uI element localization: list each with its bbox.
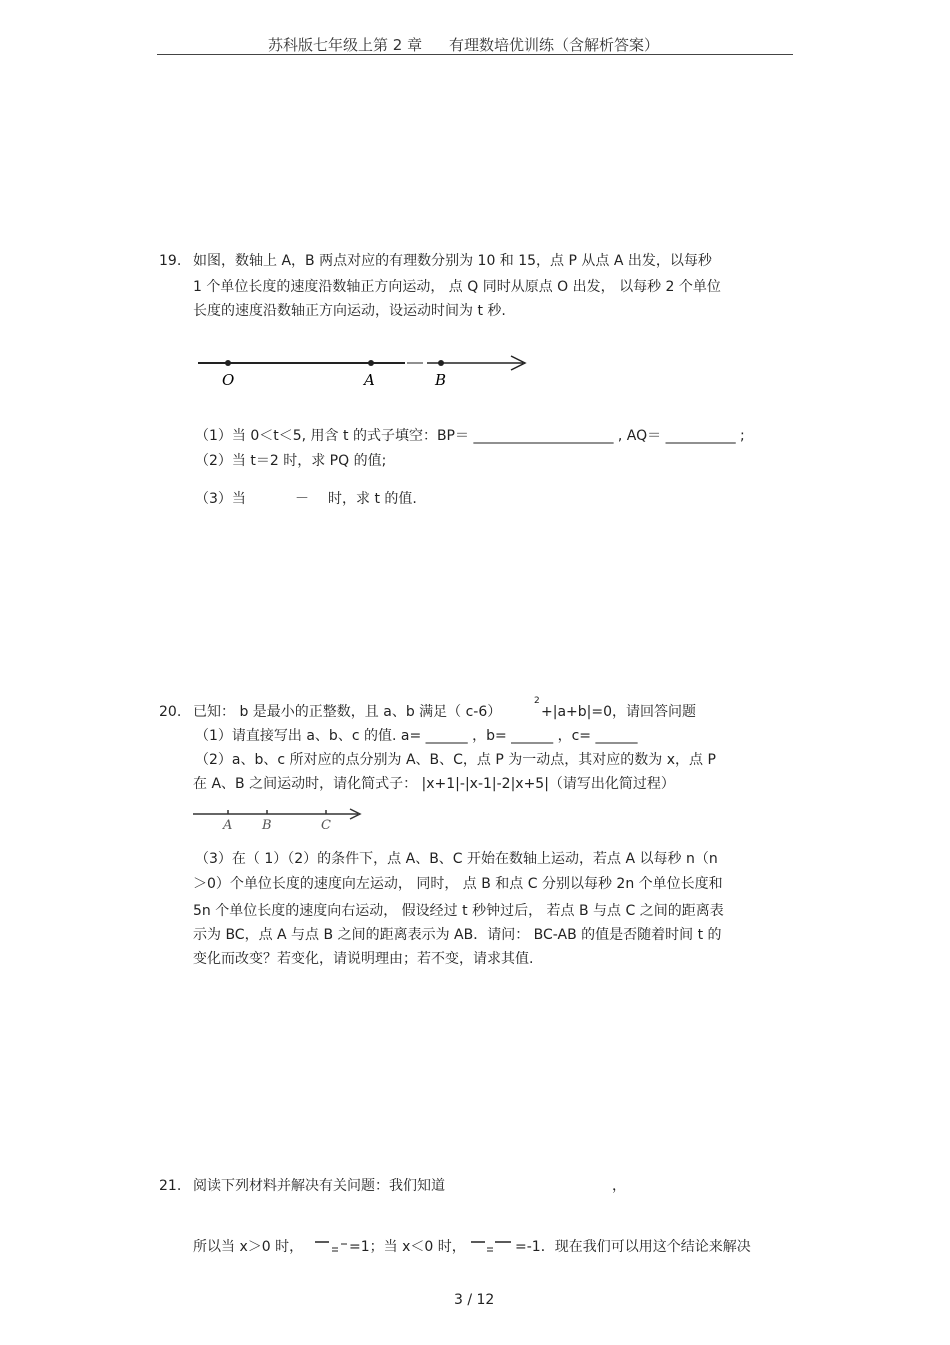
header-right: 有理数培优训练（含解析答案）	[449, 36, 660, 54]
point-b	[438, 360, 444, 366]
question-text-line: 1 个单位长度的速度沿数轴正方向运动， 点 Q 同时从原点 O 出发， 以每秒 2 个单位	[193, 279, 721, 295]
minus-sign: －	[295, 491, 309, 507]
question-number: 21.	[159, 1178, 182, 1194]
sub-question-3-end: 时，求 t 的值.	[328, 491, 417, 507]
question-text-line: 变化而改变？若变化，请说明理由；若不变，请求其值.	[193, 951, 534, 967]
sub-question-2: （2）当 t＝2 时，求 PQ 的值;	[195, 453, 387, 469]
sub-question-3: （3）在（ 1）（2）的条件下，点 A、B、C 开始在数轴上运动，若点 A 以每秒 n（n	[195, 851, 718, 867]
fraction-glyph	[469, 1236, 517, 1258]
comma: ，	[612, 1178, 626, 1194]
question-text-line: 长度的速度沿数轴正方向运动，设运动时间为 t 秒.	[193, 303, 506, 319]
axis-label-b: B	[262, 818, 272, 833]
question-text-line: 示为 BC，点 A 与点 B 之间的距离表示为 AB．请问： BC-AB 的值是否随着时间 t 的	[193, 927, 722, 943]
question-text-line: 如图，数轴上 A，B 两点对应的有理数分别为 10 和 15，点 P 从点 A 出发，以每秒	[193, 253, 712, 269]
header-left: 苏科版七年级上第 2 章	[268, 36, 423, 54]
fraction-glyph	[313, 1236, 351, 1258]
question-number: 19.	[159, 253, 182, 269]
axis-label-b: B	[435, 371, 447, 389]
axis-label-c: C	[321, 818, 331, 833]
question-text-line: ＞0）个单位长度的速度向左运动， 同时， 点 B 和点 C 分别以每秒 2n 个单位长度和	[193, 876, 723, 892]
question-text-line: 所以当 x＞0 时，	[193, 1239, 304, 1255]
question-text-line: =-1．现在我们可以用这个结论来解决	[515, 1239, 751, 1255]
axis-label-a: A	[223, 818, 233, 833]
question-text-line: 阅读下列材料并解决有关问题：我们知道	[193, 1178, 445, 1194]
header-rule	[157, 54, 793, 55]
number-line-figure	[195, 352, 535, 394]
axis-label-o: O	[222, 371, 235, 389]
exponent: 2	[534, 696, 540, 706]
question-text-line: =1；当 x＜0 时，	[349, 1239, 466, 1255]
sub-question-1: （1）请直接写出 a、b、c 的值. a= ______ ，b= ______ ，c= ______	[195, 728, 638, 744]
sub-question-1: （1）当 0＜t＜5, 用含 t 的式子填空：BP＝ ____________________ , AQ＝ __________ ;	[195, 428, 745, 444]
question-text-line: 在 A、B 之间运动时，请化简式子： |x+1|-|x-1|-2|x+5|（请写出化简过程）	[193, 776, 675, 792]
question-text-line: 已知： b 是最小的正整数，且 a、b 满足（ c-6）	[193, 704, 502, 720]
question-number: 20.	[159, 704, 182, 720]
sub-question-3: （3）当	[195, 491, 246, 507]
page-number: 3 / 12	[454, 1292, 495, 1308]
point-a	[368, 360, 374, 366]
question-text-line: 5n 个单位长度的速度向右运动， 假设经过 t 秒钟过后， 若点 B 与点 C 之间的距离表	[193, 903, 724, 919]
question-text-line: +|a+b|=0，请回答问题	[541, 704, 696, 720]
axis-label-a: A	[364, 371, 375, 389]
point-o	[225, 360, 231, 366]
number-line-figure	[190, 805, 370, 833]
sub-question-2: （2）a、b、c 所对应的点分别为 A、B、C，点 P 为一动点，其对应的数为 x，点 P	[195, 752, 716, 768]
